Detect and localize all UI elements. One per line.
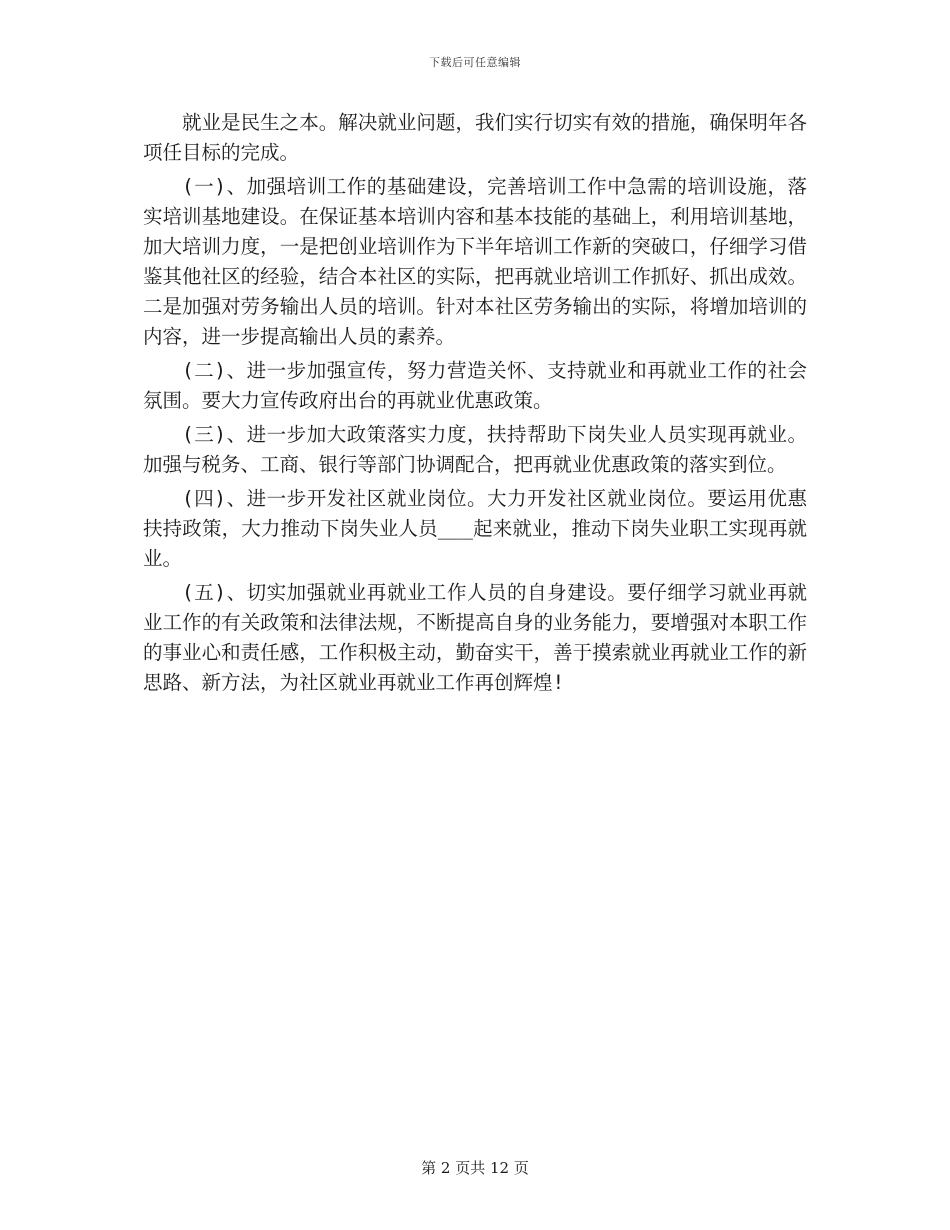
paragraph-intro: 就业是民生之本。解决就业问题，我们实行切实有效的措施，确保明年各项任目标的完成。 <box>143 111 807 164</box>
header-note: 下载后可任意编辑 <box>429 56 521 69</box>
paragraph-item-5: (五)、切实加强就业再就业工作人员的自身建设。要仔细学习就业再就业工作的有关政策和法律法规，不断提高自身的业务能力，要增强对本职工作的事业心和责任感，工作积极主动，勤奋实干，善于摸索就业再就业工作的新思路、新方法，为社区就业再就业工作再创辉煌! <box>143 581 807 694</box>
page-number-footer: 第 2 页共 12 页 <box>421 1159 529 1177</box>
paragraph-item-4: (四)、进一步开发社区就业岗位。大力开发社区就业岗位。要运用优惠扶持政策，大力推动下岗失业人员___起来就业，推动下岗失业职工实现再就业。 <box>143 487 807 570</box>
paragraph-item-1: (一)、加强培训工作的基础建设，完善培训工作中急需的培训设施，落实培训基地建设。在保证基本培训内容和基本技能的基础上，利用培训基地，加大培训力度，一是把创业培训作为下半年培训工作新的突破口，仔细学习借鉴其他社区的经验，结合本社区的实际，把再就业培训工作抓好、抓出成效。二是加强对劳务输出人员的培训。针对本社区劳务输出的实际，将增加培训的内容，进一步提高输出人员的素养。 <box>143 175 807 348</box>
paragraph-item-2: (二)、进一步加强宣传，努力营造关怀、支持就业和再就业工作的社会氛围。要大力宣传政府出台的再就业优惠政策。 <box>143 359 807 412</box>
document-body <box>143 108 807 702</box>
paragraph-item-3: (三)、进一步加大政策落实力度，扶持帮助下岗失业人员实现再就业。加强与税务、工商、银行等部门协调配合，把再就业优惠政策的落实到位。 <box>143 423 807 476</box>
